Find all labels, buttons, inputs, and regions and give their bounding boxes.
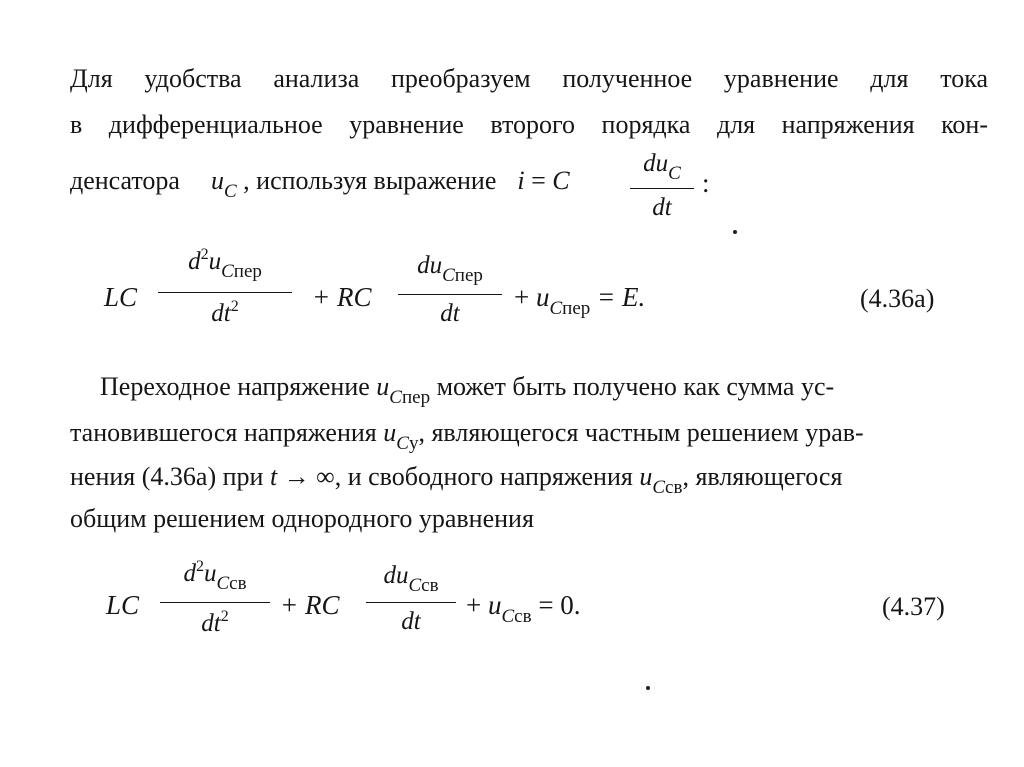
eq2-frac1-sup: 2: [195, 558, 204, 575]
eq1-u: u: [535, 282, 550, 312]
eq2-u-sub-sv: св: [514, 606, 532, 627]
eq2-u-subC: C: [501, 606, 515, 627]
p2-line2-start: тановившегося напряжения: [70, 418, 377, 447]
eq2-frac2-du: du: [383, 562, 409, 589]
eq1-frac2-du: du: [417, 252, 443, 279]
eq2-frac1-u: u: [203, 560, 217, 587]
paragraph1-line1: Для удобства анализа преобразуем полученное уравнение для тока: [70, 64, 988, 93]
p2-line1-u: u: [376, 372, 390, 401]
paragraph2-line3: [70, 462, 843, 498]
eq1-plus-RC: + RC: [312, 282, 372, 312]
eq1-frac1-d: d: [188, 248, 201, 275]
formula-i: i: [517, 166, 525, 195]
subscript-C: C: [223, 181, 237, 202]
fraction-numerator-sub: C: [668, 163, 681, 184]
paragraph2-line2: [70, 418, 864, 454]
eq2-frac1-d: d: [183, 560, 196, 587]
eq1-u-subC: C: [549, 298, 563, 319]
formula-C: C: [552, 166, 570, 195]
eq1-last-term: [514, 282, 646, 319]
eq1-frac1-u: u: [208, 248, 222, 275]
eq1-frac1-subC: C: [221, 261, 234, 282]
eq1-frac1-sup: 2: [200, 246, 209, 263]
p2-line1-start: Переходное напряжение: [100, 372, 370, 401]
formula-equals: =: [531, 166, 546, 195]
eq2-frac2-sub-sv: св: [421, 575, 439, 596]
paragraph1-line3-start: денсатора: [70, 166, 180, 195]
eq1-fraction2: [398, 252, 502, 338]
fraction-duc-dt: [630, 150, 694, 230]
eq2-frac2-subC: C: [408, 575, 422, 596]
variable-u: u: [210, 166, 224, 195]
eq2-u: u: [487, 590, 502, 620]
eq2-fraction2: [366, 562, 456, 650]
eq2-frac1-sub-sv: св: [229, 573, 247, 594]
p2-line1-sub-per: пер: [401, 387, 431, 408]
speck: [646, 686, 650, 690]
p2-line1-end: может быть получено как сумма ус-: [436, 372, 835, 401]
eq1-plus: +: [514, 282, 530, 312]
eq1-frac2-sub-per: пер: [454, 265, 483, 286]
fraction-numerator: du: [643, 150, 669, 177]
eq2-plus: +: [466, 590, 482, 620]
equation-number-4-36a: (4.36а): [860, 284, 935, 313]
eq2-fraction1: [160, 560, 270, 650]
eq2-frac1-subC: C: [216, 573, 230, 594]
eq2-frac1-dt: dt: [201, 610, 221, 637]
eq1-rhs: = E.: [597, 282, 646, 312]
p2-line3-start: нения (4.36а) при: [70, 462, 264, 491]
paragraph1-line2: в дифференциальное уравнение второго порядка для напряжения кон-: [70, 110, 988, 139]
eq2-LC: LC: [106, 590, 140, 620]
p2-line2-sub-y: у: [408, 433, 419, 454]
p2-line3-sub-sv: св: [665, 477, 683, 498]
p2-line2-end: , являющегося частным решением урав-: [418, 418, 864, 447]
eq1-fraction1: [158, 248, 292, 338]
eq2-rhs: = 0.: [538, 590, 581, 620]
paragraph2-line4: общим решением однородного уравнения: [70, 504, 534, 533]
eq2-last-term: [466, 590, 581, 627]
p2-line1-subC: C: [389, 387, 402, 408]
eq1-u-sub-per: пер: [562, 298, 591, 319]
speck: [733, 230, 737, 234]
p2-line3-end: , являющегося: [682, 462, 843, 491]
p2-line2-subC: C: [396, 433, 409, 454]
colon: :: [702, 168, 710, 198]
eq1-frac2-dt: dt: [440, 300, 460, 327]
eq2-plus-RC: + RC: [280, 590, 340, 620]
equation-number-4-37: (4.37): [882, 592, 945, 621]
eq2-frac2-dt: dt: [401, 608, 421, 635]
paragraph2-line1: [100, 372, 835, 408]
eq2-frac1-den-sup: 2: [220, 608, 229, 625]
eq1-frac1-den-sup: 2: [230, 298, 239, 315]
p2-line3-subC: C: [652, 477, 666, 498]
p2-line3-middle: → ∞, и свободного напряжения: [283, 462, 633, 491]
eq1-LC: LC: [104, 282, 138, 312]
paragraph1-line3-middle: , используя выражение: [243, 166, 497, 195]
eq1-frac1-sub-per: пер: [233, 261, 262, 282]
p2-line3-u: u: [639, 462, 653, 491]
paragraph1-line3: [70, 166, 570, 202]
fraction-denominator: dt: [652, 194, 672, 221]
eq1-frac1-dt: dt: [211, 300, 231, 327]
p2-line2-u: u: [383, 418, 397, 447]
eq1-frac2-subC: C: [442, 265, 455, 286]
p2-line3-t: t: [269, 462, 278, 491]
